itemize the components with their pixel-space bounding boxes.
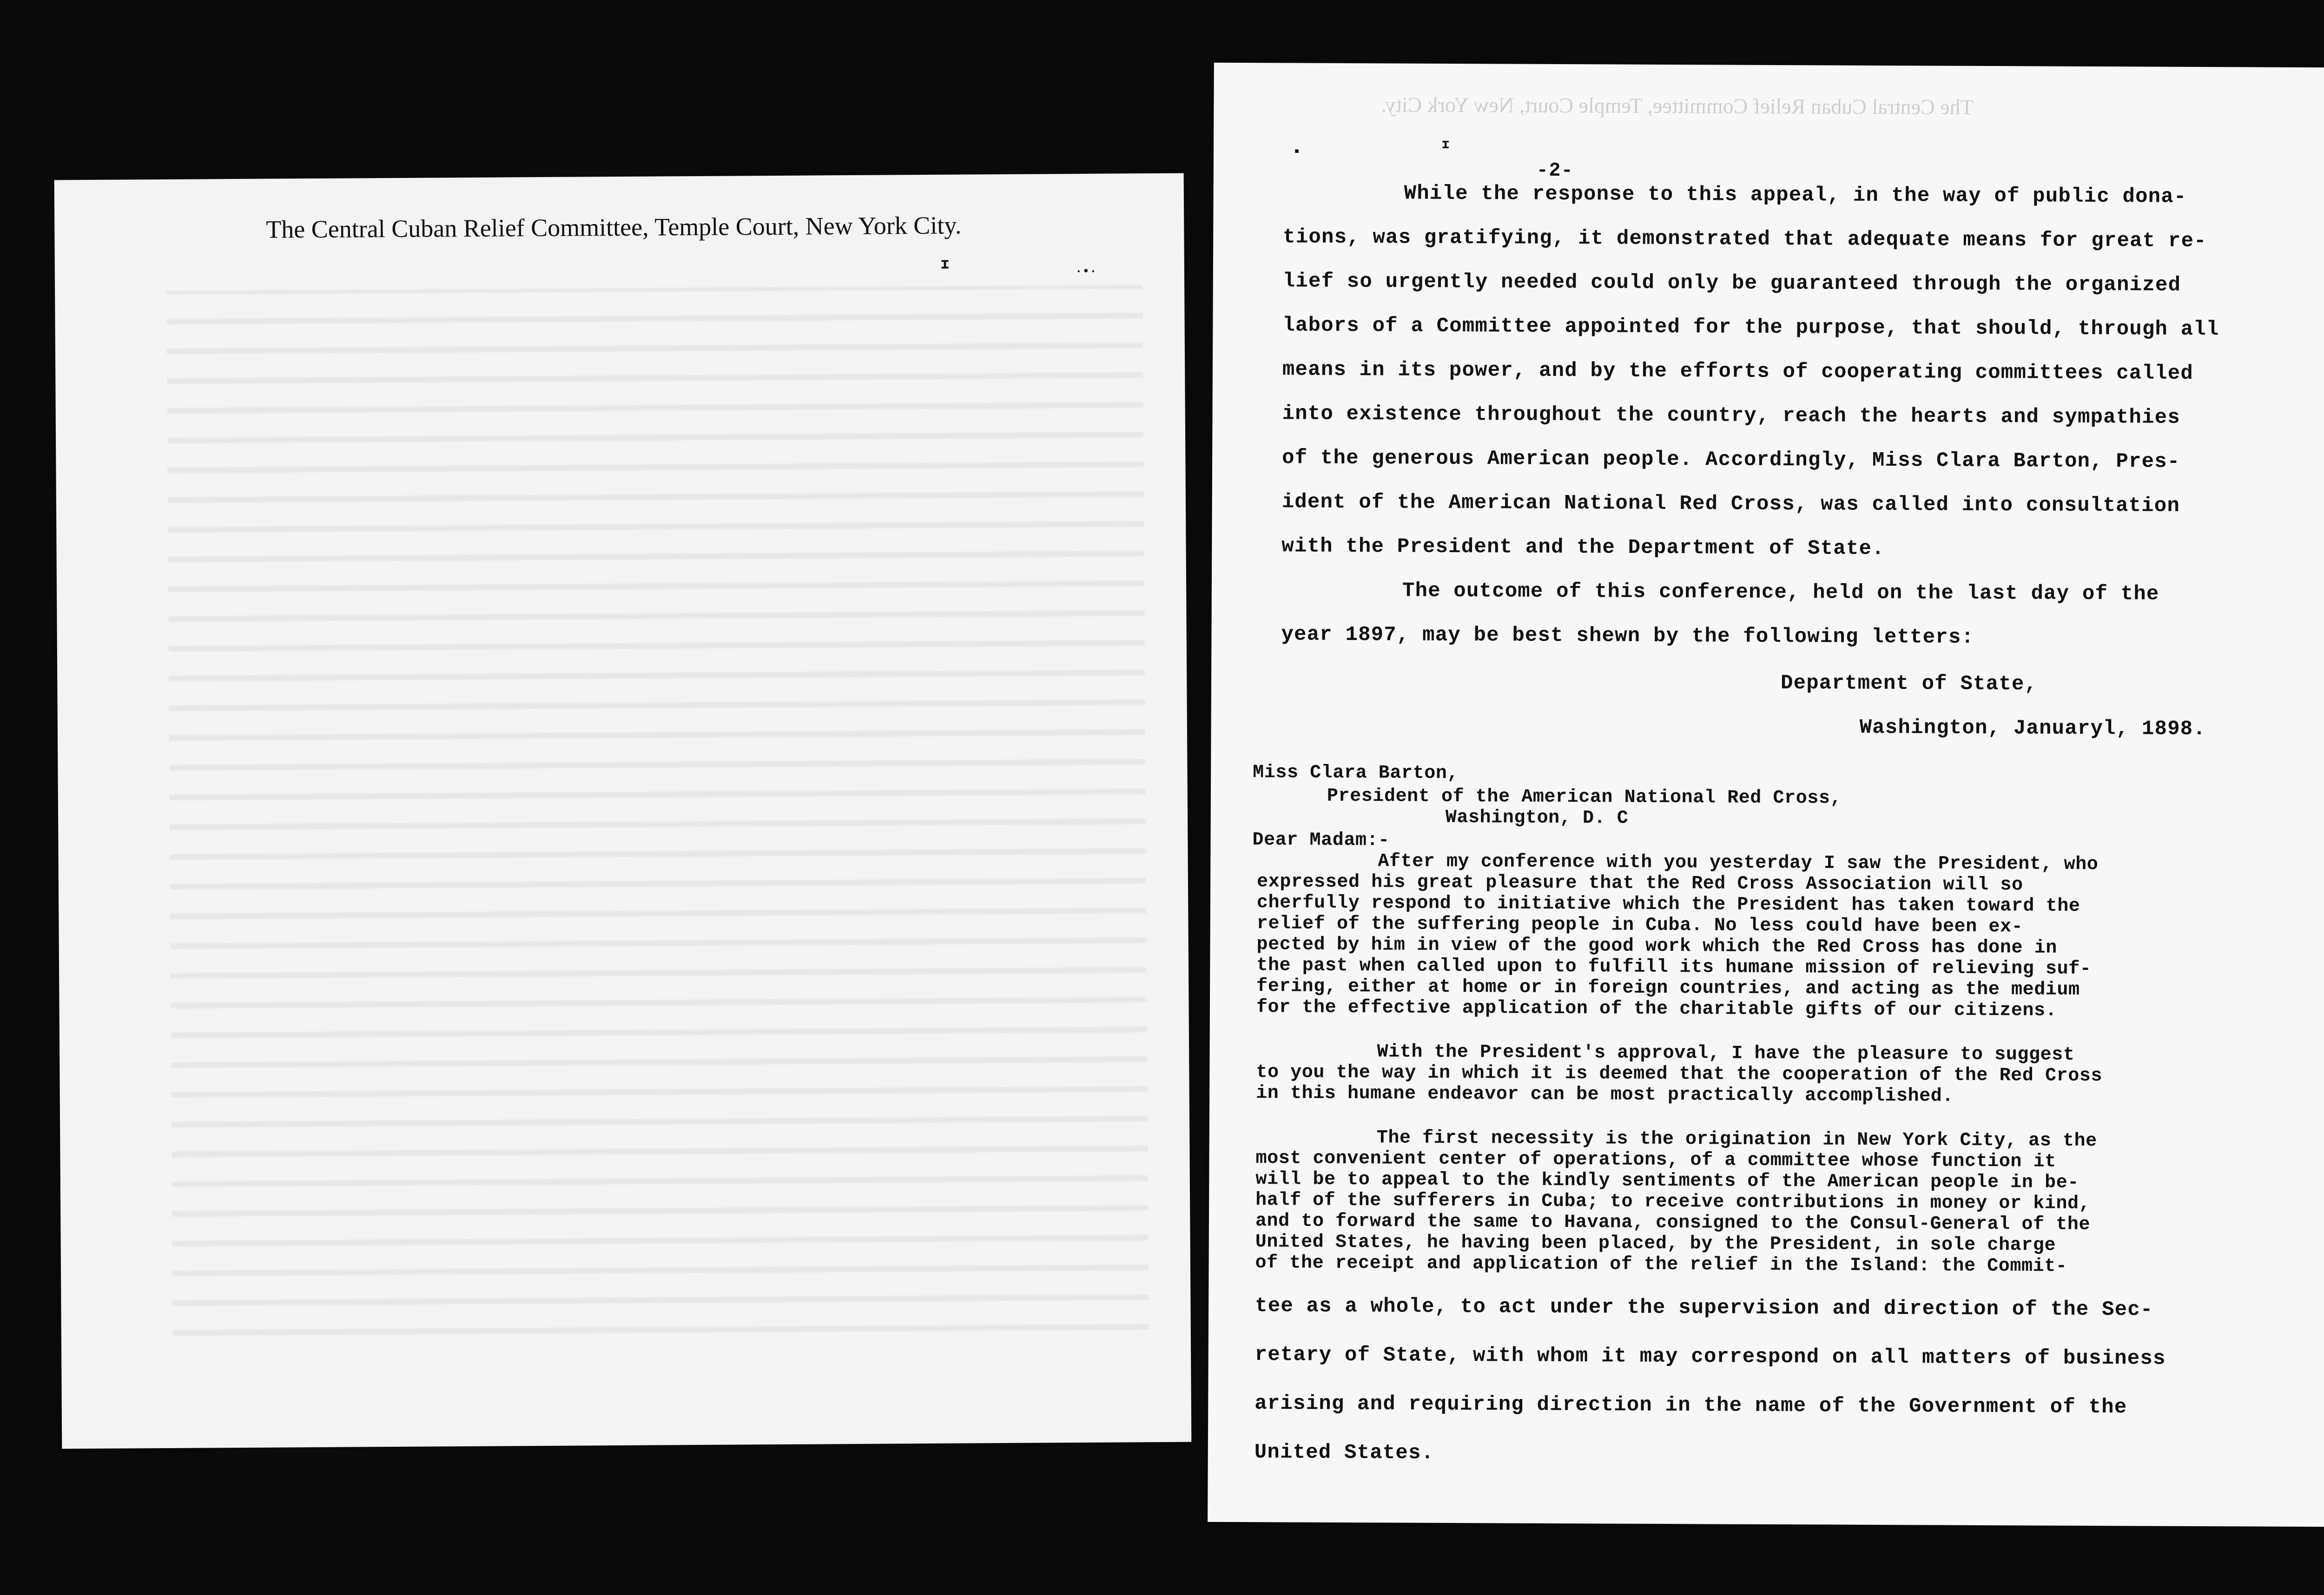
text-line: to you the way in which it is deemed that the cooperation of the Red Cross	[1256, 1062, 2103, 1087]
text-line: The outcome of this conference, held on the last day of the	[1402, 579, 2159, 606]
text-line: United States.	[1254, 1441, 1434, 1465]
letterhead: The Central Cuban Relief Committee, Temple Court, New York City.	[266, 211, 962, 244]
text-line: into existence throughout the country, reach the hearts and sympathies	[1282, 402, 2180, 429]
salutation: Dear Madam:-	[1252, 830, 1390, 851]
addressee-name: Miss Clara Barton,	[1253, 762, 1459, 784]
addressee-city: Washington, D. C	[1445, 807, 1629, 829]
text-line: pected by him in view of the good work which the Red Cross has done in	[1256, 934, 2057, 959]
text-line: fering, either at home or in foreign countries, and acting as the medium	[1256, 976, 2080, 1001]
text-line: expressed his great pleasure that the Red Cross Association will so	[1257, 871, 2023, 896]
pencil-mark: ▪	[1292, 144, 1301, 160]
right-page	[1208, 63, 2324, 1527]
text-line: arising and requiring direction in the name of the Government of the	[1254, 1392, 2127, 1419]
ghost-letterhead: The Central Cuban Relief Committee, Temple Court, New York City.	[1381, 92, 1974, 119]
text-line: year 1897, may be best shewn by the following letters:	[1281, 623, 1974, 649]
text-line: While the response to this appeal, in the way of public dona-	[1404, 182, 2187, 209]
text-line: cherfully respond to initiative which the President has taken toward the	[1256, 892, 2080, 917]
left-page	[54, 173, 1192, 1449]
text-line: will be to appeal to the kindly sentiments of the American people in be-	[1255, 1169, 2079, 1193]
text-line: United States, he having been placed, by the President, in sole charge	[1255, 1232, 2056, 1256]
department-line: Department of State,	[1780, 672, 2038, 696]
text-line: the past when called upon to fulfill its humane mission of relieving suf-	[1256, 955, 2092, 980]
text-line: With the President's approval, I have the pleasure to suggest	[1377, 1041, 2075, 1066]
text-line: half of the sufferers in Cuba; to receive contributions in money or kind,	[1255, 1190, 2091, 1214]
text-line: tee as a whole, to act under the supervision and direction of the Sec-	[1255, 1294, 2153, 1322]
bleed-through-text	[166, 285, 1149, 1360]
text-line: lief so urgently needed could only be guaranteed through the organized	[1282, 270, 2181, 297]
text-line: most convenient center of operations, of a committee whose function it	[1255, 1148, 2056, 1173]
text-line: in this humane endeavor can be most practically accomplished.	[1256, 1083, 1954, 1107]
pencil-mark: ·•·	[1075, 264, 1097, 279]
text-line: of the receipt and application of the relief in the Island: the Commit-	[1255, 1252, 2067, 1277]
text-line: tions, was gratifying, it demonstrated that adequate means for great re-	[1283, 225, 2207, 253]
text-line: of the generous American people. Accordingly, Miss Clara Barton, Pres-	[1282, 446, 2180, 474]
pencil-mark: ɪ	[940, 256, 950, 274]
dateline: Washington, Januaryl, 1898.	[1859, 716, 2206, 741]
pencil-mark: ɪ	[1441, 137, 1450, 153]
text-line: for the effective application of the charitable gifts of our citizens.	[1256, 997, 2057, 1022]
text-line: with the President and the Department of State.	[1281, 534, 1885, 561]
text-line: The first necessity is the origination in New York City, as the	[1376, 1127, 2097, 1152]
text-line: After my conference with you yesterday I saw the President, who	[1378, 851, 2099, 876]
text-line: relief of the suffering people in Cuba. No less could have been ex-	[1256, 913, 2023, 938]
page-number: -2-	[1536, 159, 1574, 182]
text-line: labors of a Committee appointed for the purpose, that should, through all	[1282, 314, 2219, 342]
text-line: means in its power, and by the efforts of cooperating committees called	[1282, 358, 2193, 385]
addressee-title: President of the American National Red Cross,	[1327, 785, 1842, 809]
text-line: and to forward the same to Havana, consigned to the Consul-General of the	[1255, 1211, 2091, 1235]
text-line: retary of State, with whom it may correspond on all matters of business	[1254, 1343, 2166, 1371]
text-line: ident of the American National Red Cross, was called into consultation	[1281, 490, 2180, 518]
